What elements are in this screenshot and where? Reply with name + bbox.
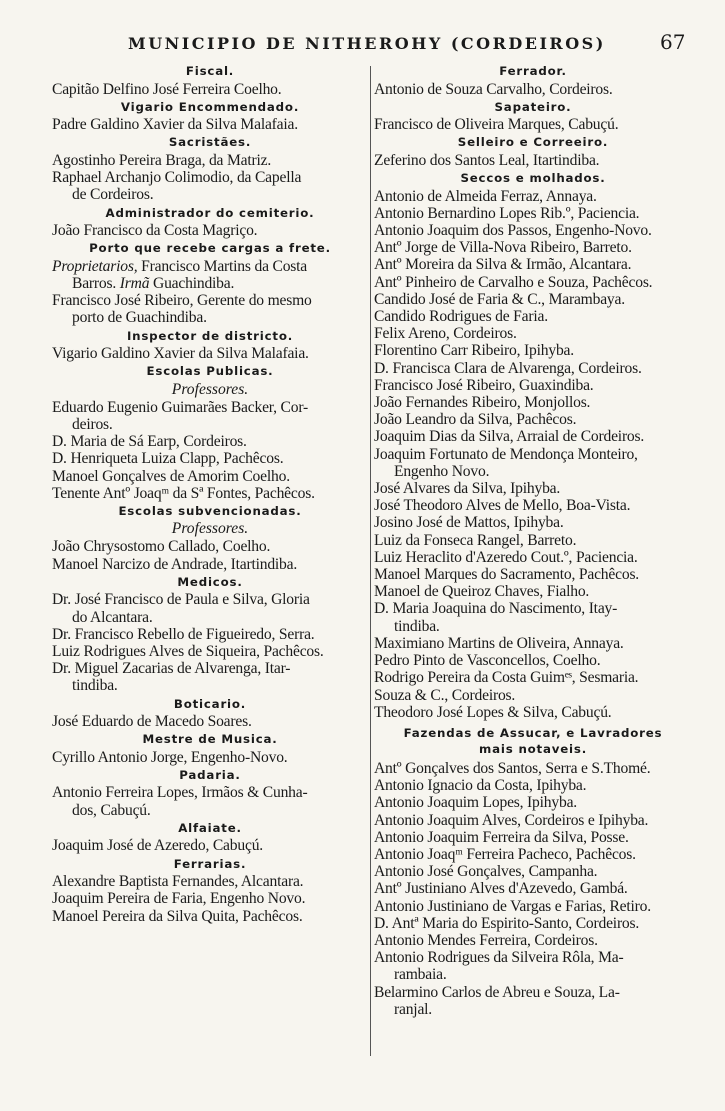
entry-line: Padre Galdino Xavier da Silva Malafaia. (52, 116, 298, 134)
section-ferrarias (52, 855, 368, 925)
entry-line: Antº Moreira da Silva & Irmão, Alcantara. (374, 256, 632, 274)
section-medicos (52, 573, 368, 695)
entry-line: dos, Cabuçú. (72, 801, 151, 819)
section-heading: Inspector de districto. (126, 328, 294, 343)
entry-line: Antº Gonçalves dos Santos, Serra e S.Thomé. (374, 759, 651, 777)
entry-line: de Cordeiros. (72, 186, 154, 204)
entry-line: Antonio de Souza Carvalho, Cordeiros. (374, 80, 613, 98)
section-heading: mais notaveis. (479, 741, 587, 756)
entry-line: Manoel Marques do Sacramento, Pachêcos. (374, 566, 640, 584)
section-vigario (52, 98, 368, 134)
entry-line: Manoel Pereira da Silva Quita, Pachêcos. (52, 907, 303, 925)
entry-line: Agostinho Pereira Braga, da Matriz. (52, 151, 272, 169)
entry-line: José Alvares da Silva, Ipihyba. (374, 480, 561, 498)
entry-line: ranjal. (394, 1000, 432, 1018)
section-heading: Ferrador. (499, 64, 567, 78)
entry-line: Zeferino dos Santos Leal, Itartindiba. (374, 151, 600, 169)
section-sapateiro (374, 98, 692, 134)
section-padaria (52, 766, 368, 819)
entry-line: Dr. Miguel Zacarias de Alvarenga, Itar- (52, 660, 291, 678)
entry-line: porto de Guachindiba. (72, 309, 207, 327)
section-heading: Padaria. (179, 767, 241, 782)
section-alfaiate (52, 819, 368, 855)
entry-line: Cyrillo Antonio Jorge, Engenho-Novo. (52, 748, 288, 766)
section-inspector (52, 327, 368, 363)
entry-line: Raphael Archanjo Colimodio, da Capella (52, 169, 302, 187)
entry-line: João Fernandes Ribeiro, Monjollos. (374, 394, 591, 412)
entry-line: Tenente Antº Joaqᵐ da Sª Fontes, Pachêcos. (52, 484, 315, 502)
entry-line: Florentino Carr Ribeiro, Ipihyba. (374, 342, 574, 360)
page-header (0, 26, 725, 66)
entry-line: Antonio José Gonçalves, Campanha. (374, 863, 598, 881)
entry-line: Antonio Mendes Ferreira, Cordeiros. (374, 931, 598, 949)
label-proprietarios: Proprietarios, (52, 257, 138, 275)
page-number: 67 (660, 30, 686, 54)
entry-line: rambaia. (394, 966, 447, 984)
page-title: MUNICIPIO DE NITHEROHY (CORDEIROS) (128, 34, 606, 53)
entry-text: Francisco Martins da Costa (141, 257, 308, 275)
section-fiscal (52, 62, 368, 98)
section-mestre-musica (52, 730, 368, 766)
entry-line: Francisco José Ribeiro, Gerente do mesmo (52, 292, 312, 310)
section-heading: Porto que recebe cargas a frete. (89, 241, 331, 256)
entry-line: Francisco de Oliveira Marques, Cabuçú. (374, 116, 619, 134)
entry-line: Antº Jorge de Villa-Nova Ribeiro, Barreto. (374, 239, 632, 257)
entry-line: José Eduardo de Macedo Soares. (52, 713, 252, 731)
entry-line: Engenho Novo. (394, 462, 490, 480)
entry-line: Luiz Rodrigues Alves de Siqueira, Pachêcos. (52, 642, 324, 660)
section-heading: Selleiro e Correeiro. (457, 135, 609, 150)
section-heading: Escolas Publicas. (146, 364, 274, 379)
section-sacristaes (52, 133, 368, 203)
entry-line: Antonio de Almeida Ferraz, Annaya. (374, 187, 597, 205)
entry-line: Luiz da Fonseca Rangel, Barreto. (374, 531, 577, 549)
entry-line: tindiba. (394, 617, 440, 635)
entry-line: do Alcantara. (72, 608, 153, 626)
entry-line: Manoel Narcizo de Andrade, Itartindiba. (52, 555, 298, 573)
entry-text: Barros. (72, 274, 117, 292)
entry-line: tindiba. (72, 677, 118, 695)
entry-line: João Chrysostomo Callado, Coelho. (52, 538, 271, 556)
entry-line: Candido José de Faria & C., Marambaya. (374, 290, 625, 308)
entry-line: deiros. (72, 415, 113, 433)
right-column (374, 62, 692, 1018)
entry-line: Francisco José Ribeiro, Guaxindiba. (374, 376, 594, 394)
section-heading: Alfaiate. (178, 820, 242, 835)
entry-line: Vigario Galdino Xavier da Silva Malafaia. (52, 345, 309, 363)
entry-line: Alexandre Baptista Fernandes, Alcantara. (52, 873, 304, 891)
entry-line: Joaquim Fortunato de Mendonça Monteiro, (374, 445, 638, 463)
section-heading: Sacristães. (168, 135, 252, 150)
section-selleiro (374, 133, 692, 169)
entry-line: Candido Rodrigues de Faria. (374, 308, 548, 326)
section-heading: Fiscal. (185, 64, 235, 78)
entry-line: Joaquim José de Azeredo, Cabuçú. (52, 837, 263, 855)
entry-line: Dr. Francisco Rebello de Figueiredo, Serra. (52, 625, 315, 643)
section-heading: Fazendas de Assucar, e Lavradores (403, 725, 663, 740)
section-administrador (52, 204, 368, 240)
entry-line: Felix Areno, Cordeiros. (374, 325, 517, 343)
section-heading: Sapateiro. (494, 99, 572, 114)
entry-line: Josino José de Mattos, Ipihyba. (374, 514, 564, 532)
section-heading: Seccos e molhados. (460, 171, 606, 186)
label-irma: Irmã (119, 274, 150, 292)
left-column (52, 62, 368, 925)
section-heading: Medicos. (177, 574, 243, 589)
entry-line: Maximiano Martins de Oliveira, Annaya. (374, 634, 624, 652)
section-subheading: Professores. (171, 520, 249, 538)
entry-line (52, 258, 368, 275)
entry-line: Souza & C., Cordeiros. (374, 686, 516, 704)
entry-line: D. Maria de Sá Earp, Cordeiros. (52, 433, 247, 451)
entry-line: Pedro Pinto de Vasconcellos, Coelho. (374, 652, 601, 670)
entry-line: Manoel de Queiroz Chaves, Fialho. (374, 583, 590, 601)
section-boticario (52, 695, 368, 731)
entry-line: Luiz Heraclito d'Azeredo Cout.º, Paciencia. (374, 548, 638, 566)
entry-line: João Leandro da Silva, Pachêcos. (374, 411, 577, 429)
entry-line (52, 275, 368, 292)
entry-line: Antonio Joaquim Alves, Cordeiros e Ipihyba. (374, 811, 649, 829)
entry-text: Guachindiba. (153, 274, 235, 292)
entry-line: Antonio Rodrigues da Silveira Rôla, Ma- (374, 949, 624, 967)
entry-line: João Francisco da Costa Magriço. (52, 222, 258, 240)
section-subheading: Professores. (171, 380, 249, 398)
section-porto (52, 239, 368, 326)
entry-line: Manoel Gonçalves de Amorim Coelho. (52, 467, 290, 485)
entry-line: Dr. José Francisco de Paula e Silva, Gloria (52, 591, 310, 609)
entry-line: Joaquim Dias da Silva, Arraial de Cordeiros. (374, 428, 645, 446)
entry-line: Antonio Ferreira Lopes, Irmãos & Cunha- (52, 784, 308, 802)
entry-line: Antonio Justiniano de Vargas e Farias, Retiro. (374, 897, 651, 915)
entry-line: Antonio Joaquim Lopes, Ipihyba. (374, 794, 577, 812)
entry-line: Theodoro José Lopes & Silva, Cabuçú. (374, 703, 612, 721)
entry-line: Capitão Delfino José Ferreira Coelho. (52, 80, 282, 98)
section-ferrador (374, 62, 692, 98)
entry-line: Belarmino Carlos de Abreu e Souza, La- (374, 983, 620, 1001)
section-heading: Escolas subvencionadas. (118, 503, 302, 518)
entry-line: D. Henriqueta Luiza Clapp, Pachêcos. (52, 450, 284, 468)
entry-line: Antonio Joaquim dos Passos, Engenho-Novo. (374, 222, 652, 240)
section-heading: Administrador do cemiterio. (105, 205, 315, 220)
entry-line: Antº Justiniano Alves d'Azevedo, Gambá. (374, 880, 628, 898)
entry-line: Joaquim Pereira de Faria, Engenho Novo. (52, 890, 306, 908)
entry-line: D. Antª Maria do Espirito-Santo, Cordeiros. (374, 914, 640, 932)
section-escolas-publicas (52, 362, 368, 502)
section-heading: Mestre de Musica. (142, 732, 278, 747)
section-fazendas (374, 725, 692, 1018)
section-heading: Ferrarias. (173, 856, 247, 871)
section-seccos-molhados (374, 169, 692, 721)
entry-line: D. Francisca Clara de Alvarenga, Cordeiros. (374, 359, 642, 377)
entry-line: Antº Pinheiro de Carvalho e Souza, Pachêcos. (374, 273, 653, 291)
section-heading: Boticario. (173, 696, 247, 711)
entry-line: Rodrigo Pereira da Costa Guimᵉˢ, Sesmaria. (374, 669, 639, 687)
entry-line: Antonio Joaquim Ferreira da Silva, Posse. (374, 828, 629, 846)
entry-line: Eduardo Eugenio Guimarães Backer, Cor- (52, 398, 309, 416)
entry-line: Antonio Joaqᵐ Ferreira Pacheco, Pachêcos. (374, 845, 636, 863)
entry-line: Antonio Ignacio da Costa, Ipihyba. (374, 777, 587, 795)
entry-line: D. Maria Joaquina do Nascimento, Itay- (374, 600, 618, 618)
section-heading: Vigario Encommendado. (120, 99, 300, 114)
entry-line: José Theodoro Alves de Mello, Boa-Vista. (374, 497, 631, 515)
section-escolas-subvencionadas (52, 502, 368, 573)
column-divider (370, 66, 371, 1056)
entry-line: Antonio Bernardino Lopes Rib.º, Paciencia. (374, 204, 640, 222)
